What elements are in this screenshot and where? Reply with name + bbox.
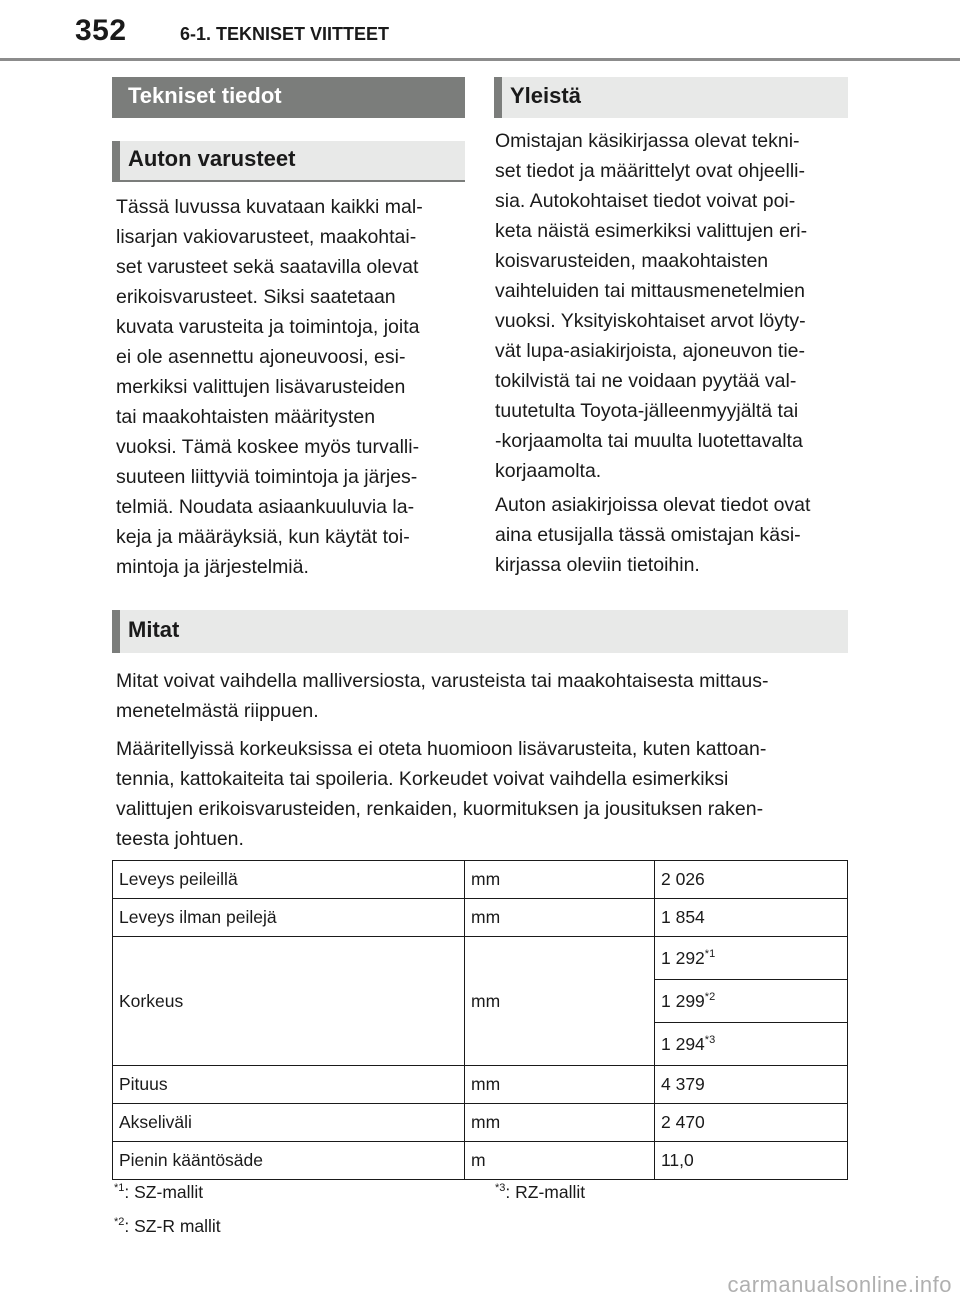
subsection-banner-auton-varusteet (112, 141, 465, 182)
height-value: 1 294 (661, 1033, 705, 1054)
banner-underline (112, 180, 465, 182)
section-banner-tekniset-tiedot (112, 77, 465, 118)
table-cell-value (655, 980, 848, 1023)
table-cell-label: Akseliväli (113, 1104, 465, 1142)
table-cell-unit: mm (465, 1066, 655, 1104)
table-cell-unit: mm (465, 861, 655, 899)
footnote-text: : SZ-mallit (124, 1182, 204, 1202)
footnote-mark: *2 (704, 990, 716, 1003)
footnote-mark: *1 (114, 1182, 125, 1195)
table-row (113, 899, 848, 937)
table-cell-unit: m (465, 1142, 655, 1180)
yleista-paragraph-2: Auton asiakirjoissa olevat tiedot ovat aina etusijalla tässä omistajan käsi- kirjassa oleviin tietoihin. (495, 494, 811, 576)
table-row (113, 861, 848, 899)
banner-accent (112, 610, 120, 653)
table-cell-unit: mm (465, 899, 655, 937)
header-divider (0, 58, 960, 61)
table-cell-value: 4 379 (655, 1066, 848, 1104)
table-cell-label: Pienin kääntösäde (113, 1142, 465, 1180)
table-row (113, 1104, 848, 1142)
footnote-1 (114, 1182, 203, 1203)
table-cell-label: Leveys ilman peilejä (113, 899, 465, 937)
table-row (113, 1142, 848, 1180)
table-cell-unit: mm (465, 937, 655, 1066)
dimensions-table (112, 860, 848, 1180)
footnote-text: : RZ-mallit (505, 1182, 586, 1202)
footnote-mark: *3 (495, 1182, 506, 1195)
table-cell-value: 2 026 (655, 861, 848, 899)
table-row (113, 1066, 848, 1104)
yleista-paragraph-1: Omistajan käsikirjassa olevat tekni- set tiedot ja määrittelyt ovat ohjeelli- sia. Autokohtaiset tiedot voivat poi- keta näistä esimerkiksi valittujen eri- koisvarusteiden, maakohtaisten vaihteluiden tai mittausmenetelmien vuoksi. Yksityiskohtaiset arvot löyty- vät lupa-asiakirjoista, ajoneuvon tie- tokilvistä tai ne voidaan pyytää val- tuutetulta Toyota-jälleenmyyjältä tai -korjaamolta tai muulta luotettavalta korjaamolta. (495, 130, 808, 482)
footnote-text: : SZ-R mallit (124, 1216, 221, 1236)
footnote-mark: *1 (704, 947, 716, 960)
banner-accent (494, 77, 502, 118)
footnote-2 (114, 1216, 221, 1237)
footnote-mark: *3 (704, 1033, 716, 1046)
mitat-paragraph-2: Määritellyissä korkeuksissa ei oteta huomioon lisävarusteita, kuten kattoan- tennia, kattokaiteita tai spoileria. Korkeudet voivat vaihdella esimerkiksi valittujen erikoisvarusteiden, renkaiden, kuormituksen ja jousituksen raken- teesta johtuen. (116, 738, 767, 850)
table-cell-label: Korkeus (113, 937, 465, 1066)
banner-accent (112, 141, 120, 182)
footnote-mark: *2 (114, 1216, 125, 1229)
chapter-title: 6-1. TEKNISET VIITTEET (180, 24, 390, 44)
table-cell-unit: mm (465, 1104, 655, 1142)
footnote-3 (495, 1182, 585, 1203)
subsection-title: Auton varusteet (128, 146, 296, 171)
table-cell-label: Leveys peileillä (113, 861, 465, 899)
table-cell-value: 2 470 (655, 1104, 848, 1142)
subsection-banner-mitat (112, 610, 848, 653)
watermark: carmanualsonline.info (727, 1272, 952, 1297)
table-row (113, 937, 848, 980)
table-cell-value: 1 854 (655, 899, 848, 937)
height-value: 1 292 (661, 947, 705, 968)
table-cell-label: Pituus (113, 1066, 465, 1104)
table-cell-value: 11,0 (655, 1142, 848, 1180)
subsection-title: Yleistä (510, 83, 581, 108)
section-title: Tekniset tiedot (128, 83, 282, 108)
table-cell-value (655, 937, 848, 980)
page-number: 352 (75, 14, 127, 47)
auton-varusteet-paragraph: Tässä luvussa kuvataan kaikki mal- lisarjan vakiovarusteet, maakohtai- set varusteet sekä saatavilla olevat erikoisvarusteet. Siksi saatetaan kuvata varusteita ja toimintoja, joita ei ole asennettu ajoneuvoosi, esi- merkiksi valittujen lisävarusteiden tai maakohtaisten määritysten vuoksi. Tämä koskee myös turvalli- suuteen liittyviä toimintoja ja järjes- telmiä. Noudata asiaankuuluvia la- keja ja määräyksiä, kun käytät toi- mintoja ja järjestelmiä. (116, 196, 423, 578)
subsection-banner-yleista (494, 77, 848, 118)
mitat-paragraph-1: Mitat voivat vaihdella malliversiosta, varusteista tai maakohtaisesta mittaus- menetelmästä riippuen. (116, 670, 769, 722)
subsection-title: Mitat (128, 617, 180, 642)
table-cell-value (655, 1023, 848, 1066)
height-value: 1 299 (661, 990, 705, 1011)
